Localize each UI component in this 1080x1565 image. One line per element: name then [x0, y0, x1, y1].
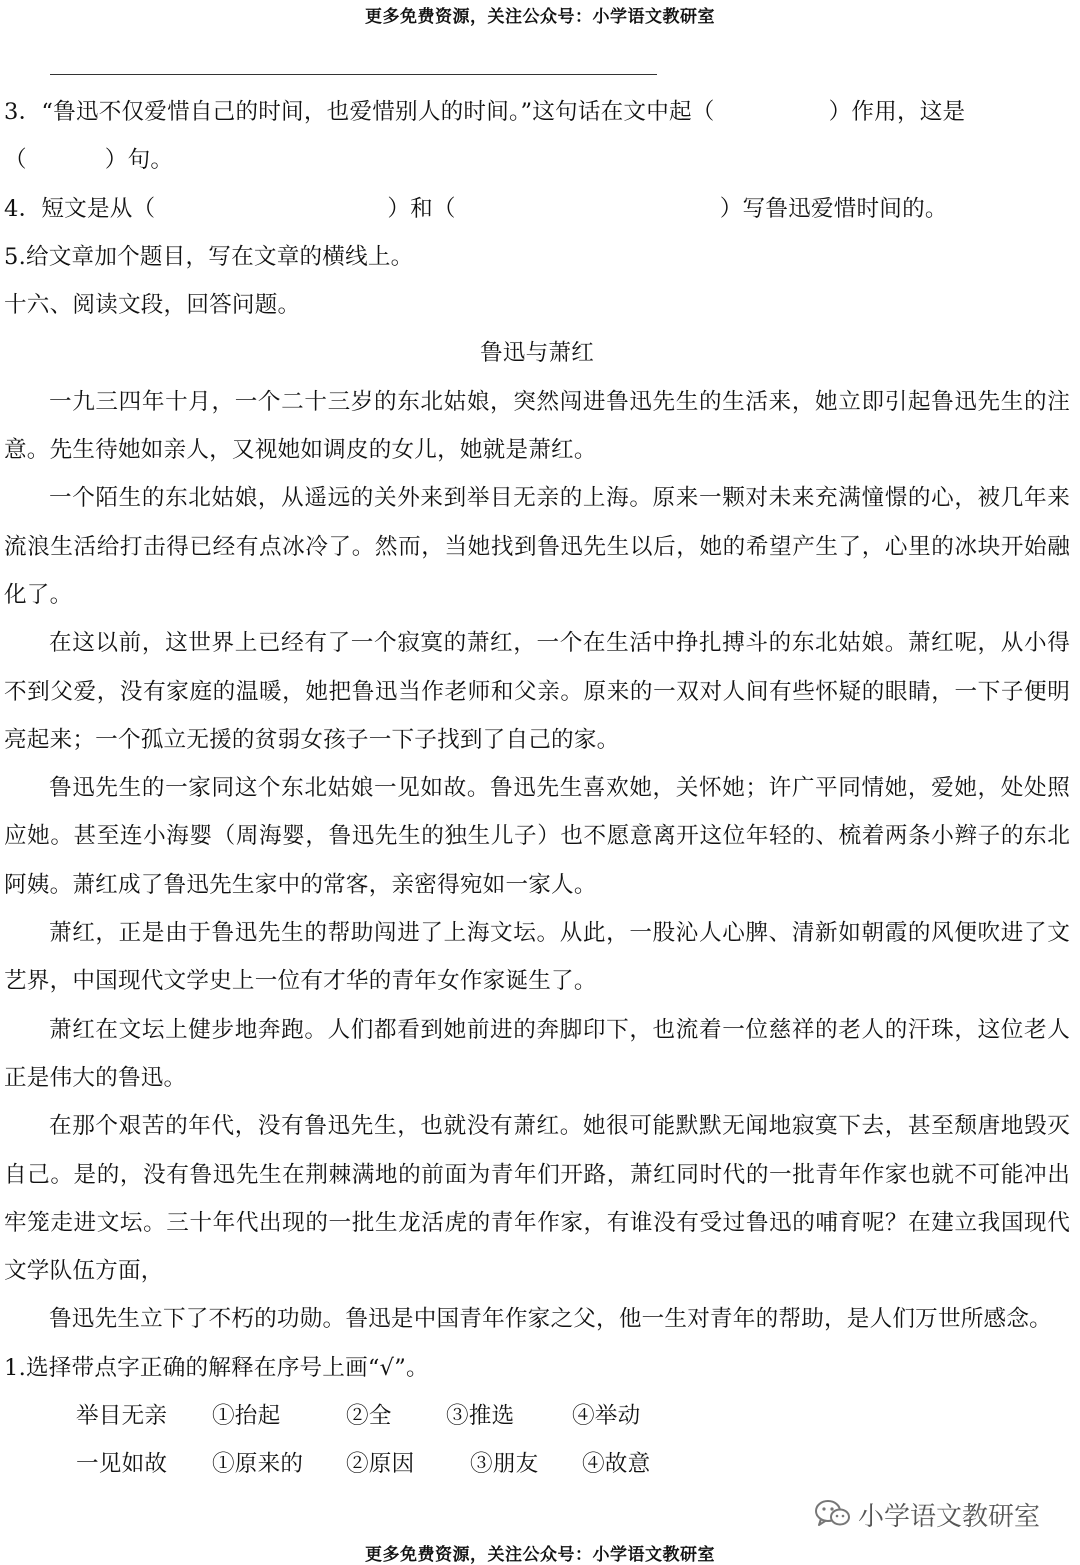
- question-5: 5.给文章加个题目，写在文章的横线上。: [4, 243, 414, 270]
- paragraph: 鲁迅先生的一家同这个东北姑娘一见如故。鲁迅先生喜欢她，关怀她；许广平同情她，爱她，处处照应她。甚至连小海婴（周海婴，鲁迅先生的独生儿子）也不愿意离开这位年轻的、梳着两条小辫子的东北阿姨。萧红成了鲁迅先生家中的常客，亲密得宛如一家人。: [4, 775, 1070, 898]
- wechat-watermark: [814, 1494, 1040, 1534]
- question-4-text-b: ）和（: [387, 195, 456, 222]
- option: ③推选: [446, 1403, 515, 1430]
- question-3-text-a: 3．“鲁迅不仅爱惜自己的时间，也爱惜别人的时间。”这句话在文中起（: [4, 99, 715, 125]
- question-3-text-b: ）作用，这是: [828, 99, 966, 125]
- question-word: 举目无亲: [76, 1403, 168, 1430]
- option: ①抬起: [212, 1403, 281, 1430]
- wechat-icon: [814, 1498, 852, 1530]
- page-header: 更多免费资源，关注公众号：小学语文教研室: [365, 7, 715, 27]
- option: ①原来的: [212, 1451, 304, 1478]
- question-word: 一见如故: [76, 1451, 168, 1478]
- option: ③朋友: [470, 1451, 539, 1478]
- paragraph: 鲁迅先生立下了不朽的功勋。鲁迅是中国青年作家之父，他一生对青年的帮助，是人们万世所感念。: [49, 1306, 1052, 1333]
- paragraph: 萧红在文坛上健步地奔跑。人们都看到她前进的奔脚印下，也流着一位慈祥的老人的汗珠，这位老人正是伟大的鲁迅。: [4, 1016, 1070, 1091]
- option: ④故意: [582, 1451, 651, 1478]
- question-4-text-c: ）写鲁迅爱惜时间的。: [719, 195, 948, 222]
- paragraph: 一九三四年十月，一个二十三岁的东北姑娘，突然闯进鲁迅先生的生活来，她立即引起鲁迅先生的注意。先生待她如亲人，又视她如调皮的女儿，她就是萧红。: [4, 388, 1070, 464]
- document-body: [4, 88, 1070, 1489]
- question-3: [4, 88, 1070, 136]
- paragraph: 萧红，正是由于鲁迅先生的帮助闯进了上海文坛。从此，一股沁人心脾、清新如朝霞的风便吹进了文艺界，中国现代文学史上一位有才华的青年女作家诞生了。: [4, 920, 1070, 995]
- article-title: 鲁迅与萧红: [480, 340, 594, 367]
- section-heading: 十六、阅读文段，回答问题。: [4, 292, 301, 319]
- title-blank-line: [50, 74, 657, 75]
- question-1-row: [4, 1440, 1070, 1488]
- question-4-text-a: 4．短文是从（: [4, 195, 156, 222]
- question-1-row: [4, 1392, 1070, 1440]
- page-footer: 更多免费资源，关注公众号：小学语文教研室: [365, 1545, 715, 1565]
- paragraph: 在这以前，这世界上已经有了一个寂寞的萧红，一个在生活中挣扎搏斗的东北姑娘。萧红呢，从小得不到父爱，没有家庭的温暖，她把鲁迅当作老师和父亲。原来的一双对人间有些怀疑的眼睛，一下子便明亮起来；一个孤立无援的贫弱女孩子一下子找到了自己的家。: [4, 630, 1070, 753]
- question-3-continued: [4, 136, 1070, 184]
- option: ②原因: [346, 1451, 415, 1478]
- paragraph: 在那个艰苦的年代，没有鲁迅先生，也就没有萧红。她很可能默默无闻地寂寞下去，甚至颓唐地毁灭自己。是的，没有鲁迅先生在荆棘满地的前面为青年们开路，萧红同时代的一批青年作家也就不可能冲出牢笼走进文坛。三十年代出现的一批生龙活虎的青年作家，有谁没有受过鲁迅的哺育呢？在建立我国现代文学队伍方面，: [4, 1113, 1070, 1285]
- option: ④举动: [572, 1403, 641, 1430]
- question-1-prompt: 1.选择带点字正确的解释在序号上画“√”。: [4, 1354, 429, 1381]
- paragraph: 一个陌生的东北姑娘，从遥远的关外来到举目无亲的上海。原来一颗对未来充满憧憬的心，被几年来流浪生活给打击得已经有点冰冷了。然而，当她找到鲁迅先生以后，她的希望产生了，心里的冰块开始融化了。: [4, 485, 1070, 608]
- question-4: [4, 185, 1070, 233]
- question-3-text-c: （: [4, 147, 27, 174]
- question-3-text-d: ）句。: [104, 147, 174, 174]
- watermark-text: 小学语文教研室: [858, 1501, 1041, 1532]
- option: ②全: [346, 1403, 392, 1430]
